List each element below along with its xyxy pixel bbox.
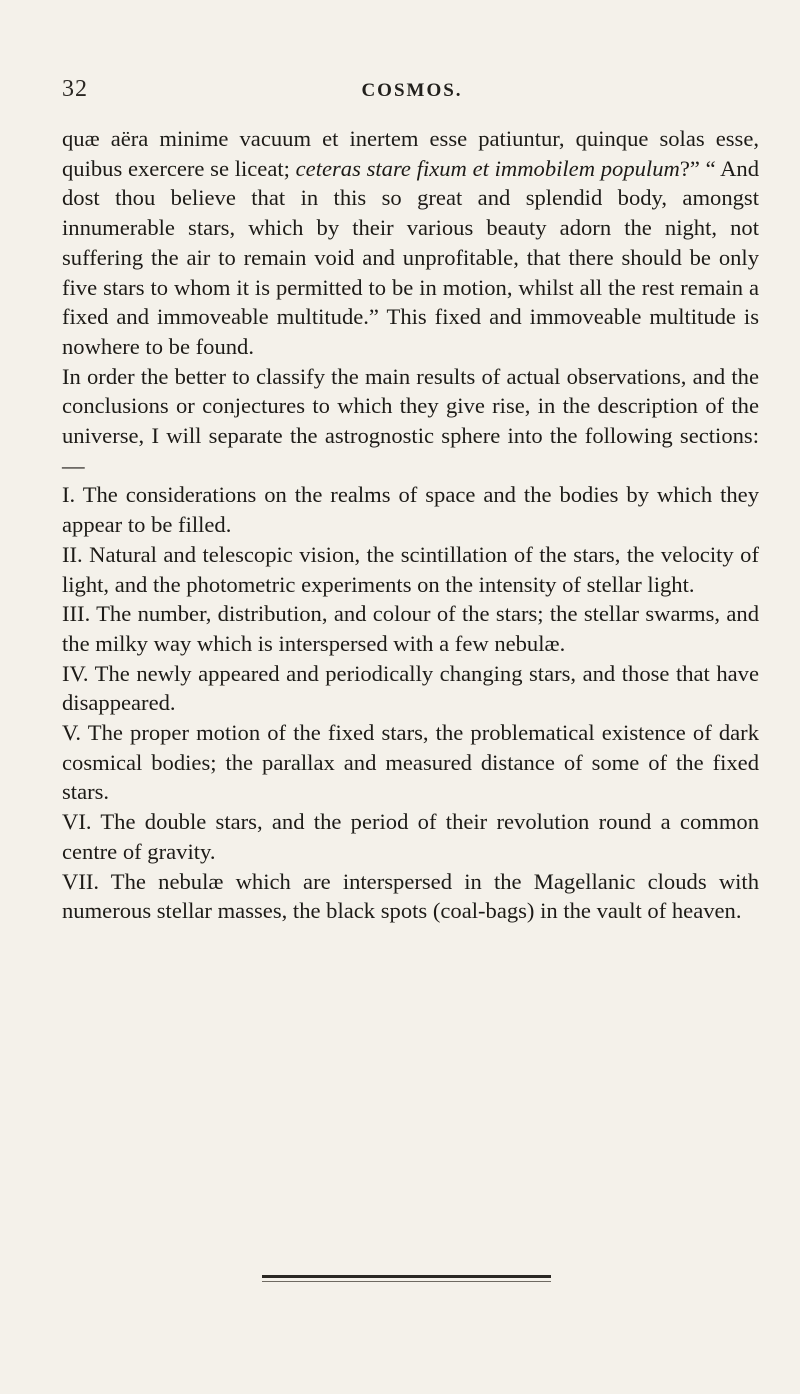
section-item: II. Natural and telescopic vision, the scintillation of the stars, the velocity of light, and the photometric experiments on the intensity of stellar light.	[62, 541, 759, 597]
opening-text-start: quæ aëra minime vacuum et inertem esse patiuntur, quinque solas esse, quibus exercere se liceat;	[62, 126, 759, 181]
section-item: VI. The double stars, and the period of their revolution round a common centre of gravity.	[62, 809, 759, 864]
opening-text-end: ?” “ And dost thou believe that in this so great and splendid body, amongst innumerable stars, which by their various beauty adorn the night, not suffering the air to remain void and unprofitable, that there should be only five stars to whom it is permitted to be in motion, whilst all the rest remain a fixed and immoveable multitude.” This fixed and immoveable multitude is nowhere to be found.	[62, 155, 759, 359]
latin-quotation: ceteras stare fixum et immobilem populum	[295, 155, 680, 181]
running-head: COSMOS.	[361, 80, 463, 101]
intro-paragraph: In order the better to classify the main results of actual observations, and the conclusions or conjectures to which they give rise, in the description of the universe, I will separate the astrognostic sphere into the following sections:—	[62, 363, 759, 478]
page-header	[62, 76, 762, 106]
section-item: IV. The newly appeared and periodically changing stars, and those that have disappeared.	[62, 660, 759, 716]
body-text	[62, 124, 759, 926]
opening-paragraph	[62, 124, 759, 362]
end-rule-thin	[262, 1281, 551, 1282]
section-item: V. The proper motion of the fixed stars, the problematical existence of dark cosmical bodies; the parallax and measured distance of some of the fixed stars.	[62, 720, 759, 805]
section-item: I. The considerations on the realms of space and the bodies by which they appear to be filled.	[62, 482, 759, 538]
end-rule	[262, 1275, 551, 1278]
section-item: VII. The nebulæ which are interspersed in the Magellanic clouds with numerous stellar masses, the black spots (coal-bags) in the vault of heaven.	[62, 868, 759, 924]
section-item: III. The number, distribution, and colour of the stars; the stellar swarms, and the milky way which is interspersed with a few nebulæ.	[62, 601, 759, 656]
page-number: 32	[62, 76, 88, 102]
